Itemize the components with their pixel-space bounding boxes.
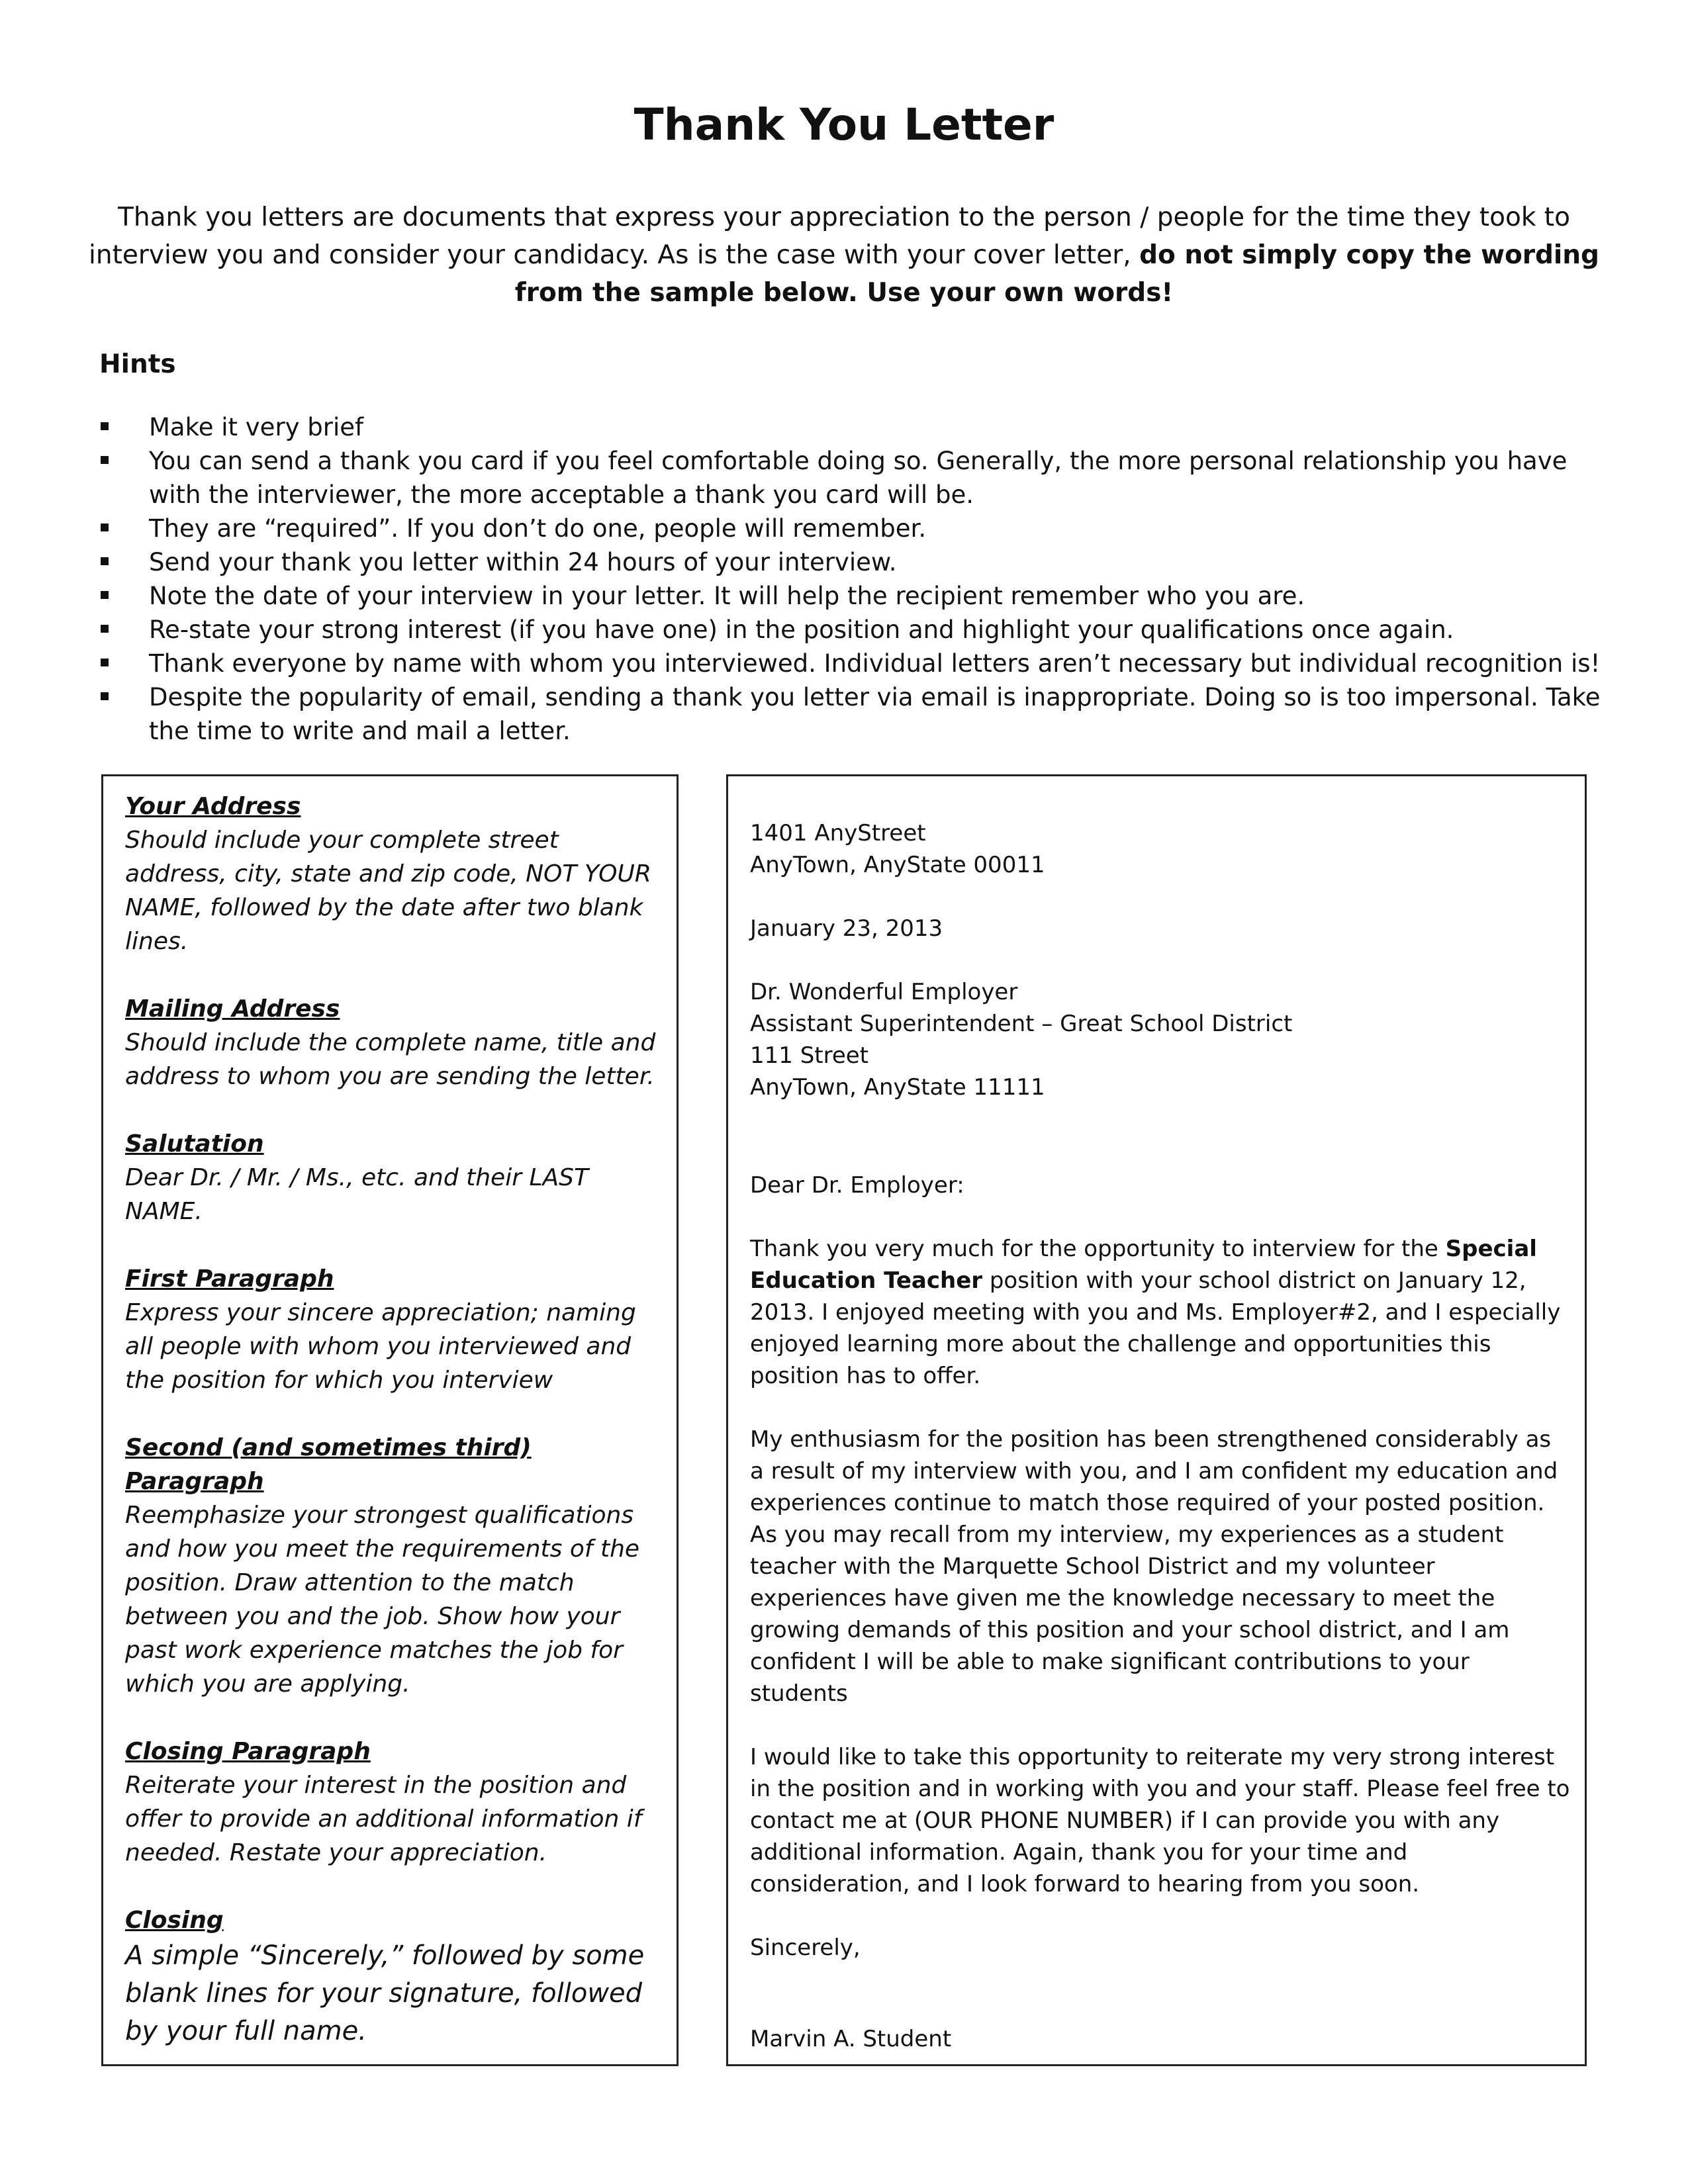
square-bullet-icon — [101, 692, 109, 700]
sample-letter-box — [726, 774, 1587, 2066]
square-bullet-icon — [101, 456, 109, 464]
sender-address-line2: AnyTown, AnyState 00011 — [750, 852, 1045, 878]
letter-guide-box — [101, 774, 679, 2066]
letter-closing: Sincerely, — [750, 1934, 861, 1961]
sample-letter — [750, 817, 1571, 2055]
letter-guide — [125, 790, 661, 2084]
guide-text: Reiterate your interest in the position and offer to provide an additional information if needed. Restate your appreciation. — [125, 1772, 642, 1866]
hint-text: They are “required”. If you don’t do one, people will remember. — [149, 514, 927, 543]
guide-section — [125, 1127, 661, 1228]
guide-section — [125, 1903, 661, 2050]
guide-text: Dear Dr. / Mr. / Ms., etc. and their LAST NAME. — [125, 1164, 588, 1225]
recipient-street: 111 Street — [750, 1042, 869, 1069]
letter-date: January 23, 2013 — [750, 915, 943, 942]
letter-signature: Marvin A. Student — [750, 2026, 952, 2052]
hint-item — [99, 613, 1602, 647]
hint-text: Despite the popularity of email, sending a thank you letter via email is inappropriate. Doing so is too impersonal. Take the time to write and mail a letter. — [149, 683, 1601, 745]
letter-paragraph-1 — [750, 1233, 1571, 1392]
square-bullet-icon — [101, 591, 109, 599]
guide-text: Should include your complete street address, city, state and zip code, NOT YOUR NAME, followed by the date after two blank lines. — [125, 827, 651, 955]
salutation: Dear Dr. Employer: — [750, 1172, 964, 1199]
hint-item — [99, 579, 1602, 613]
guide-text: Should include the complete name, title and address to whom you are sending the letter. — [125, 1029, 656, 1090]
hint-item — [99, 512, 1602, 545]
hint-item — [99, 680, 1602, 748]
intro-text: Thank you letters are documents that express your appreciation to the person / people for the time they took to interview you and consider your candidacy. As is the case with your cover letter, — [89, 203, 1570, 270]
guide-text: A simple “Sincerely,” followed by some blank lines for your signature, followed by your full name. — [125, 1940, 645, 2046]
hints-list — [99, 410, 1602, 748]
guide-section — [125, 790, 661, 958]
guide-heading: Closing Paragraph — [125, 1738, 371, 1765]
hint-item — [99, 647, 1602, 680]
p1-end: position with your school district on January 12, 2013. I enjoyed meeting with you and Ms. Employer#2, and I especially enjoyed learning more about the challenge and opportunities this position has to offer. — [750, 1267, 1561, 1389]
hint-text: Make it very brief — [149, 413, 364, 441]
square-bullet-icon — [101, 523, 109, 531]
hint-item — [99, 410, 1602, 444]
hint-text: Note the date of your interview in your letter. It will help the recipient remember who you are. — [149, 582, 1305, 610]
guide-heading: First Paragraph — [125, 1265, 334, 1293]
hints-heading: Hints — [99, 349, 176, 379]
sender-address-line1: 1401 AnyStreet — [750, 820, 926, 846]
guide-heading: Closing — [125, 1907, 224, 1934]
recipient-name: Dr. Wonderful Employer — [750, 979, 1018, 1005]
intro-bold-text: do not simply copy the wording from the sample below. Use your own words! — [514, 240, 1599, 308]
hint-text: Thank everyone by name with whom you interviewed. Individual letters aren’t necessary but individual recognition is! — [149, 649, 1601, 678]
letter-paragraph-2: My enthusiasm for the position has been strengthened considerably as a result of my interview with you, and I am confident my education and experiences continue to match those required of your posted position. As you may recall from my interview, my experiences as a student teacher with the Marquette School District and my volunteer experiences have given me the knowledge necessary to meet the growing demands of this position and your school district, and I am confident I will be able to make significant contributions to your students — [750, 1426, 1558, 1707]
p1-bold: Special Education Teacher — [750, 1236, 1537, 1294]
letter-paragraph-3: I would like to take this opportunity to reiterate my very strong interest in the position and in working with you and your staff. Please feel free to contact me at (OUR PHONE NUMBER) if I can provide you with any additional information. Again, thank you for your time and consideration, and I look forward to hearing from you soon. — [750, 1744, 1570, 1897]
guide-section — [125, 1431, 661, 1701]
guide-text: Reemphasize your strongest qualifications and how you meet the requirements of the position. Draw attention to the match between you and the job. Show how your past work experience matches the job for which you are applying. — [125, 1502, 640, 1698]
guide-section — [125, 1735, 661, 1870]
page-title: Thank You Letter — [633, 99, 1055, 150]
square-bullet-icon — [101, 557, 109, 565]
guide-section — [125, 1262, 661, 1397]
hint-item — [99, 444, 1602, 512]
guide-text: Express your sincere appreciation; naming all people with whom you interviewed and the position for which you interview — [125, 1299, 636, 1394]
guide-heading: Mailing Address — [125, 995, 340, 1023]
hint-text: Send your thank you letter within 24 hours of your interview. — [149, 548, 897, 576]
hint-item — [99, 545, 1602, 579]
square-bullet-icon — [101, 625, 109, 633]
hint-text: You can send a thank you card if you feel comfortable doing so. Generally, the more personal relationship you have with the interviewer, the more acceptable a thank you card will be. — [149, 447, 1568, 509]
recipient-city: AnyTown, AnyState 11111 — [750, 1074, 1045, 1101]
guide-section — [125, 992, 661, 1093]
square-bullet-icon — [101, 659, 109, 666]
guide-heading: Salutation — [125, 1130, 264, 1158]
guide-heading: Your Address — [125, 793, 301, 820]
guide-heading: Second (and sometimes third) Paragraph — [125, 1434, 532, 1495]
hint-text: Re-state your strong interest (if you have one) in the position and highlight your qualifications once again. — [149, 615, 1454, 644]
recipient-title: Assistant Superintendent – Great School District — [750, 1011, 1293, 1037]
square-bullet-icon — [101, 422, 109, 430]
intro-paragraph — [86, 199, 1602, 312]
p1-start: Thank you very much for the opportunity to interview for the — [750, 1236, 1446, 1262]
